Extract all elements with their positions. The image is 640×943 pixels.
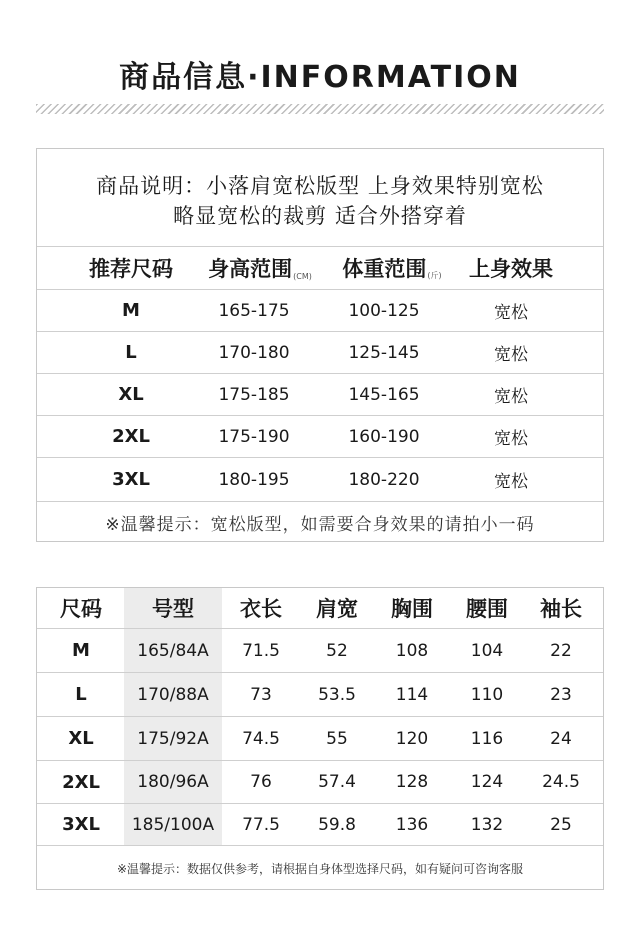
description-line-1: 商品说明：小落肩宽松版型 上身效果特别宽松 [96, 174, 544, 198]
length-cell: 74.5 [242, 728, 280, 749]
header-size: 尺码 [60, 597, 102, 621]
shoulder-cell: 55 [326, 728, 348, 749]
size-cell: L [125, 342, 137, 363]
size-cell: XL [68, 728, 94, 749]
fit-cell: 宽松 [494, 345, 528, 365]
height-cell: 180-195 [218, 469, 290, 490]
header-recommend-size [71, 247, 191, 289]
fit-tip-note: ※温馨提示：宽松版型，如需要合身效果的请拍小一码 [105, 514, 535, 535]
size-cell: 2XL [62, 771, 100, 793]
page-title: 商品信息·INFORMATION [119, 60, 521, 95]
waist-cell: 116 [470, 728, 504, 749]
header-unit: (CM) [293, 272, 312, 281]
chest-cell: 108 [395, 640, 429, 661]
waist-cell: 124 [470, 772, 504, 792]
header-unit: (斤) [427, 271, 442, 280]
header-label: 推荐尺码 [89, 257, 173, 281]
fit-cell: 宽松 [494, 303, 528, 323]
chest-cell: 136 [395, 814, 429, 835]
size-cell: 2XL [112, 426, 150, 447]
size-cell: L [75, 684, 87, 705]
length-cell: 77.5 [242, 814, 280, 835]
header-label: 身高范围 [208, 257, 293, 281]
header-height-range [194, 247, 326, 289]
header-weight-range [327, 247, 457, 289]
header-shoulder: 肩宽 [316, 597, 358, 621]
header-sleeve: 袖长 [540, 597, 582, 621]
model-cell: 185/100A [131, 814, 215, 835]
shoulder-cell: 59.8 [318, 814, 356, 835]
size-chart-panel [36, 587, 604, 890]
fit-cell: 宽松 [494, 472, 528, 492]
sleeve-cell: 25 [550, 814, 572, 835]
decorative-stripe [36, 104, 604, 114]
chest-cell: 120 [395, 728, 429, 749]
size-cell: 3XL [62, 814, 100, 835]
shoulder-cell: 53.5 [318, 684, 356, 705]
length-cell: 71.5 [242, 640, 280, 661]
sleeve-cell: 22 [550, 640, 572, 661]
height-cell: 170-180 [218, 342, 290, 363]
weight-cell: 180-220 [348, 469, 420, 490]
length-cell: 76 [250, 772, 272, 792]
weight-cell: 145-165 [348, 384, 420, 405]
height-cell: 175-190 [218, 426, 290, 447]
sleeve-cell: 23 [550, 684, 572, 705]
sleeve-cell: 24 [550, 728, 572, 749]
header-fit-effect [451, 247, 571, 289]
header-label: 体重范围 [342, 257, 427, 281]
model-cell: 180/96A [137, 772, 209, 792]
weight-cell: 100-125 [348, 300, 420, 321]
model-cell: 165/84A [137, 640, 209, 661]
sleeve-cell: 24.5 [542, 772, 580, 792]
recommend-size-panel [36, 148, 604, 542]
size-cell: M [72, 640, 90, 661]
height-cell: 165-175 [218, 300, 290, 321]
size-cell: M [122, 300, 140, 321]
divider [37, 845, 603, 846]
header-chest: 胸围 [391, 597, 433, 621]
fit-cell: 宽松 [494, 387, 528, 407]
divider [37, 501, 603, 502]
weight-cell: 125-145 [348, 342, 420, 363]
waist-cell: 110 [470, 684, 504, 705]
product-description [37, 171, 603, 231]
shoulder-cell: 57.4 [318, 772, 356, 792]
model-cell: 175/92A [137, 728, 209, 749]
length-cell: 73 [250, 684, 272, 705]
model-cell: 170/88A [137, 684, 209, 705]
header-waist: 腰围 [466, 597, 508, 621]
height-cell: 175-185 [218, 384, 290, 405]
chest-cell: 114 [395, 684, 429, 705]
description-line-2: 略显宽松的裁剪 适合外搭穿着 [173, 204, 467, 228]
chest-cell: 128 [395, 772, 429, 792]
measurement-tip-note: ※温馨提示：数据仅供参考，请根据自身体型选择尺码，如有疑问可咨询客服 [116, 861, 524, 876]
waist-cell: 132 [470, 814, 504, 835]
size-cell: XL [118, 384, 144, 405]
weight-cell: 160-190 [348, 426, 420, 447]
size-cell: 3XL [112, 469, 150, 490]
fit-cell: 宽松 [494, 429, 528, 449]
header-length: 衣长 [240, 597, 282, 621]
header-label: 上身效果 [469, 257, 553, 281]
header-model: 号型 [152, 597, 194, 621]
shoulder-cell: 52 [326, 640, 348, 661]
waist-cell: 104 [470, 640, 504, 661]
